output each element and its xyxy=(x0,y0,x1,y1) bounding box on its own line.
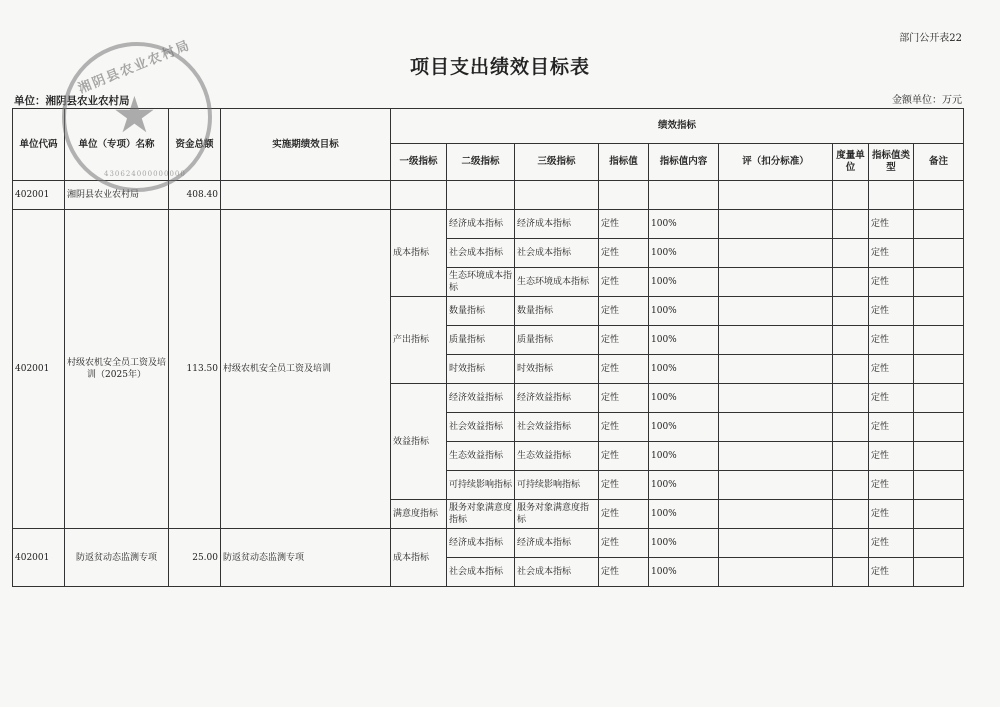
level3-cell: 时效指标 xyxy=(515,355,599,384)
level1-cell: 满意度指标 xyxy=(391,500,447,529)
value-content-cell: 100% xyxy=(649,413,719,442)
header-goal: 实施期绩效目标 xyxy=(221,109,391,181)
scoring-cell xyxy=(719,326,833,355)
scoring-cell xyxy=(719,297,833,326)
value-type-cell: 定性 xyxy=(869,413,914,442)
level1-cell: 成本指标 xyxy=(391,529,447,587)
level2-cell: 数量指标 xyxy=(447,297,515,326)
header-measure-unit: 度量单位 xyxy=(833,144,869,181)
measure-unit-cell xyxy=(833,471,869,500)
level3-cell: 经济效益指标 xyxy=(515,384,599,413)
value-cell: 定性 xyxy=(599,500,649,529)
value-cell: 定性 xyxy=(599,268,649,297)
header-perf-indicators: 绩效指标 xyxy=(391,109,964,144)
value-type-cell: 定性 xyxy=(869,529,914,558)
level2-cell: 经济成本指标 xyxy=(447,210,515,239)
scoring-cell xyxy=(719,210,833,239)
level2-cell: 社会效益指标 xyxy=(447,413,515,442)
measure-unit-cell xyxy=(833,500,869,529)
measure-unit-cell xyxy=(833,239,869,268)
level3-cell: 生态环境成本指标 xyxy=(515,268,599,297)
value-type-cell: 定性 xyxy=(869,442,914,471)
value-content-cell: 100% xyxy=(649,442,719,471)
value-type-cell: 定性 xyxy=(869,268,914,297)
value-content-cell: 100% xyxy=(649,326,719,355)
value-type-cell: 定性 xyxy=(869,326,914,355)
level3-cell: 社会成本指标 xyxy=(515,239,599,268)
remark-cell xyxy=(914,471,964,500)
measure-unit-cell xyxy=(833,413,869,442)
value-cell: 定性 xyxy=(599,529,649,558)
value-cell: 定性 xyxy=(599,210,649,239)
value-content-cell: 100% xyxy=(649,558,719,587)
unit-name-cell: 湘阴县农业农村局 xyxy=(65,181,169,210)
seal-code: 430624000000000 xyxy=(104,170,186,178)
scoring-cell xyxy=(719,442,833,471)
value-content-cell: 100% xyxy=(649,384,719,413)
value-cell: 定性 xyxy=(599,355,649,384)
indicator-row xyxy=(13,529,964,558)
value-cell: 定性 xyxy=(599,326,649,355)
scoring-cell xyxy=(719,355,833,384)
remark-cell xyxy=(914,529,964,558)
header-level1: 一级指标 xyxy=(391,144,447,181)
header-value: 指标值 xyxy=(599,144,649,181)
level2-cell: 经济成本指标 xyxy=(447,529,515,558)
project-goal-cell: 村级农机安全员工资及培训 xyxy=(221,210,391,529)
level2-cell: 经济效益指标 xyxy=(447,384,515,413)
level2-cell: 质量指标 xyxy=(447,326,515,355)
measure-unit-cell xyxy=(833,210,869,239)
header-value-content: 指标值内容 xyxy=(649,144,719,181)
value-cell: 定性 xyxy=(599,413,649,442)
scoring-cell xyxy=(719,413,833,442)
measure-unit-cell xyxy=(833,268,869,297)
value-content-cell: 100% xyxy=(649,500,719,529)
level2-cell: 生态效益指标 xyxy=(447,442,515,471)
level3-cell: 数量指标 xyxy=(515,297,599,326)
level3-cell: 质量指标 xyxy=(515,326,599,355)
page-title: 项目支出绩效目标表 xyxy=(409,56,590,78)
value-cell: 定性 xyxy=(599,297,649,326)
remark-cell xyxy=(914,326,964,355)
level2-cell: 时效指标 xyxy=(447,355,515,384)
seal-star-icon: ★ xyxy=(112,86,157,144)
remark-cell xyxy=(914,355,964,384)
project-name-cell: 防返贫动态监测专项 xyxy=(65,529,169,587)
value-type-cell: 定性 xyxy=(869,355,914,384)
header-value-type: 指标值类型 xyxy=(869,144,914,181)
header-level2: 二级指标 xyxy=(447,144,515,181)
scoring-cell xyxy=(719,529,833,558)
amount-unit-label: 金额单位：万元 xyxy=(892,95,962,106)
level2-cell: 服务对象满意度指标 xyxy=(447,500,515,529)
remark-cell xyxy=(914,500,964,529)
scoring-cell xyxy=(719,558,833,587)
measure-unit-cell xyxy=(833,529,869,558)
level2-cell: 社会成本指标 xyxy=(447,239,515,268)
unit-row xyxy=(13,181,964,210)
indicator-row xyxy=(13,210,964,239)
value-content-cell: 100% xyxy=(649,471,719,500)
performance-goal-table xyxy=(12,108,964,587)
value-cell: 定性 xyxy=(599,471,649,500)
page-code: 部门公开表22 xyxy=(899,33,962,44)
unit-code-cell: 402001 xyxy=(13,181,65,210)
value-type-cell: 定性 xyxy=(869,471,914,500)
level2-cell: 可持续影响指标 xyxy=(447,471,515,500)
seal-text: 湘阴县农业农村局 xyxy=(76,37,194,97)
level1-cell: 成本指标 xyxy=(391,210,447,297)
scoring-cell xyxy=(719,384,833,413)
header-scoring: 评（扣分标准） xyxy=(719,144,833,181)
value-content-cell: 100% xyxy=(649,297,719,326)
project-code-cell: 402001 xyxy=(13,529,65,587)
measure-unit-cell xyxy=(833,558,869,587)
level1-cell: 产出指标 xyxy=(391,297,447,384)
remark-cell xyxy=(914,239,964,268)
header-unit-project-name: 单位（专项）名称 xyxy=(65,109,169,181)
header-remark: 备注 xyxy=(914,144,964,181)
value-content-cell: 100% xyxy=(649,529,719,558)
project-amount-cell: 113.50 xyxy=(169,210,221,529)
level3-cell: 服务对象满意度指标 xyxy=(515,500,599,529)
level3-cell: 可持续影响指标 xyxy=(515,471,599,500)
value-type-cell: 定性 xyxy=(869,239,914,268)
remark-cell xyxy=(914,210,964,239)
value-cell: 定性 xyxy=(599,558,649,587)
project-goal-cell: 防返贫动态监测专项 xyxy=(221,529,391,587)
level3-cell: 社会成本指标 xyxy=(515,558,599,587)
remark-cell xyxy=(914,297,964,326)
level2-cell: 生态环境成本指标 xyxy=(447,268,515,297)
header-unit-code: 单位代码 xyxy=(13,109,65,181)
value-cell: 定性 xyxy=(599,384,649,413)
value-type-cell: 定性 xyxy=(869,500,914,529)
level1-cell: 效益指标 xyxy=(391,384,447,500)
value-type-cell: 定性 xyxy=(869,210,914,239)
scoring-cell xyxy=(719,500,833,529)
unit-label: 单位：湘阴县农业农村局 xyxy=(14,95,130,107)
project-name-cell: 村级农机安全员工资及培训（2025年） xyxy=(65,210,169,529)
value-content-cell: 100% xyxy=(649,239,719,268)
measure-unit-cell xyxy=(833,442,869,471)
remark-cell xyxy=(914,384,964,413)
value-content-cell: 100% xyxy=(649,268,719,297)
value-type-cell: 定性 xyxy=(869,384,914,413)
unit-amount-cell: 408.40 xyxy=(169,181,221,210)
level3-cell: 生态效益指标 xyxy=(515,442,599,471)
level2-cell: 社会成本指标 xyxy=(447,558,515,587)
remark-cell xyxy=(914,268,964,297)
remark-cell xyxy=(914,442,964,471)
measure-unit-cell xyxy=(833,384,869,413)
value-type-cell: 定性 xyxy=(869,558,914,587)
value-content-cell: 100% xyxy=(649,355,719,384)
header-level3: 三级指标 xyxy=(515,144,599,181)
scoring-cell xyxy=(719,471,833,500)
value-type-cell: 定性 xyxy=(869,297,914,326)
level3-cell: 经济成本指标 xyxy=(515,529,599,558)
project-code-cell: 402001 xyxy=(13,210,65,529)
level3-cell: 社会效益指标 xyxy=(515,413,599,442)
value-cell: 定性 xyxy=(599,442,649,471)
project-amount-cell: 25.00 xyxy=(169,529,221,587)
measure-unit-cell xyxy=(833,297,869,326)
header-total-funds: 资金总额 xyxy=(169,109,221,181)
remark-cell xyxy=(914,558,964,587)
value-cell: 定性 xyxy=(599,239,649,268)
measure-unit-cell xyxy=(833,355,869,384)
measure-unit-cell xyxy=(833,326,869,355)
remark-cell xyxy=(914,413,964,442)
scoring-cell xyxy=(719,239,833,268)
level3-cell: 经济成本指标 xyxy=(515,210,599,239)
value-content-cell: 100% xyxy=(649,210,719,239)
scoring-cell xyxy=(719,268,833,297)
